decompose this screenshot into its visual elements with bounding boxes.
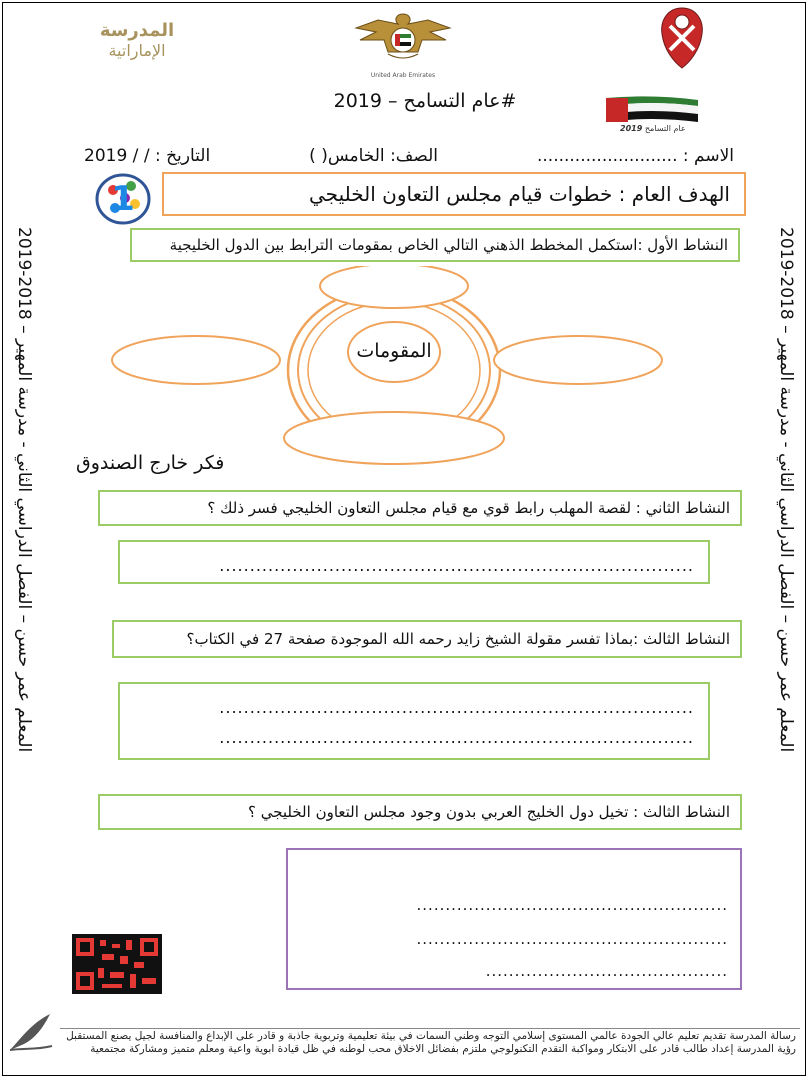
school-logo-line1: المدرسة <box>99 20 175 41</box>
school-mission-text: رسالة المدرسة تقديم تعليم عالي الجودة عالمي المستوى إسلامي التوجه وطني السمات في بيئة تعليمية وتربوية جاذبة و قادر على الإبداع والمنافسة لجيل يصنع المستقبل <box>66 1030 796 1042</box>
general-goal-text: الهدف العام : خطوات قيام مجلس التعاون الخليجي <box>309 182 730 206</box>
activity-4-box <box>98 794 742 830</box>
general-goal-box <box>162 172 746 216</box>
activity-1-box <box>130 228 740 262</box>
answer-line[interactable]: ...................................................... <box>416 896 728 914</box>
school-logo <box>78 8 196 72</box>
school-logo-line2: الإماراتية <box>108 41 166 60</box>
activity-2-text: النشاط الثاني : لقصة المهلب رابط قوي مع قيام مجلس التعاون الخليجي فسر ذلك ؟ <box>207 499 730 517</box>
answer-line[interactable]: .......................................... <box>485 962 728 980</box>
mind-map-center-label: المقومات <box>356 340 432 362</box>
quill-logo-icon <box>6 1010 56 1054</box>
mind-map-bottom-node <box>284 412 504 464</box>
activity-3-text: النشاط الثالث :بماذا تفسر مقولة الشيخ زايد رحمه الله الموجودة صفحة 27 في الكتاب؟ <box>186 630 730 648</box>
answer-line[interactable]: .............................................................................. <box>219 728 694 747</box>
footer-text <box>60 1030 796 1056</box>
footer-divider <box>60 1028 800 1029</box>
uae-emblem-icon <box>348 8 458 80</box>
activity-3-answer-box[interactable] <box>118 682 710 760</box>
answer-line[interactable]: .............................................................................. <box>219 556 694 575</box>
tolerance-year-title: #عام التسامح – 2019 <box>333 90 517 112</box>
mind-map-top-node <box>320 266 468 308</box>
think-outside-title: فكر خارج الصندوق <box>76 452 225 474</box>
activity-4-answer-box[interactable] <box>286 848 742 990</box>
activity-4-text: النشاط الثالث : تخيل دول الخليج العربي بدون وجود مجلس التعاون الخليجي ؟ <box>247 803 730 821</box>
answer-line[interactable]: .............................................................................. <box>219 698 694 717</box>
side-banner-left <box>6 10 42 970</box>
qr-code-icon[interactable] <box>72 934 162 994</box>
student-name-field[interactable]: الاسم : .......................... <box>536 146 734 166</box>
student-date-field[interactable]: التاريخ : / / 2019 <box>84 146 211 166</box>
emblem-caption: United Arab Emirates <box>370 71 436 79</box>
mind-map-left-node <box>112 336 280 384</box>
school-vision-text: رؤية المدرسة إعداد طالب قادر على الابتكار ومواكبة التقدم التكنولوجي ملتزم بفضائل الاخلاق محب لوطنه في ظل قيادة ابوية واعية ومعلم متميز ومشاركة مجتمعية <box>90 1043 796 1055</box>
flag-year: 2019 <box>620 124 643 133</box>
answer-line[interactable]: ...................................................... <box>416 930 728 948</box>
flag-caption-text: عام التسامح <box>644 124 686 133</box>
mind-map <box>110 266 670 472</box>
activity-2-answer-box[interactable] <box>118 540 710 584</box>
activity-3-box <box>112 620 742 658</box>
student-grade-field[interactable]: الصف: الخامس( ) <box>309 146 439 166</box>
side-banner-right-text: المعلم عمر حسن – الفصل الدراسي الثاني - مدرسة المهير – 2018-2019 <box>776 227 796 753</box>
mind-map-right-node <box>494 336 662 384</box>
activity-1-text: النشاط الأول :استكمل المخطط الذهني التالي الخاص بمقومات الترابط بين الدول الخليجية <box>169 236 728 254</box>
side-banner-left-text: المعلم عمر حسن – الفصل الدراسي الثاني - مدرسة المهير – 2018-2019 <box>14 227 34 753</box>
abu-dhabi-emblem-icon <box>648 6 716 72</box>
activity-2-box <box>98 490 742 526</box>
flag-caption <box>620 124 686 133</box>
student-info-row <box>84 146 734 166</box>
badge-number: 1 <box>111 179 135 219</box>
side-banner-right <box>768 10 804 970</box>
